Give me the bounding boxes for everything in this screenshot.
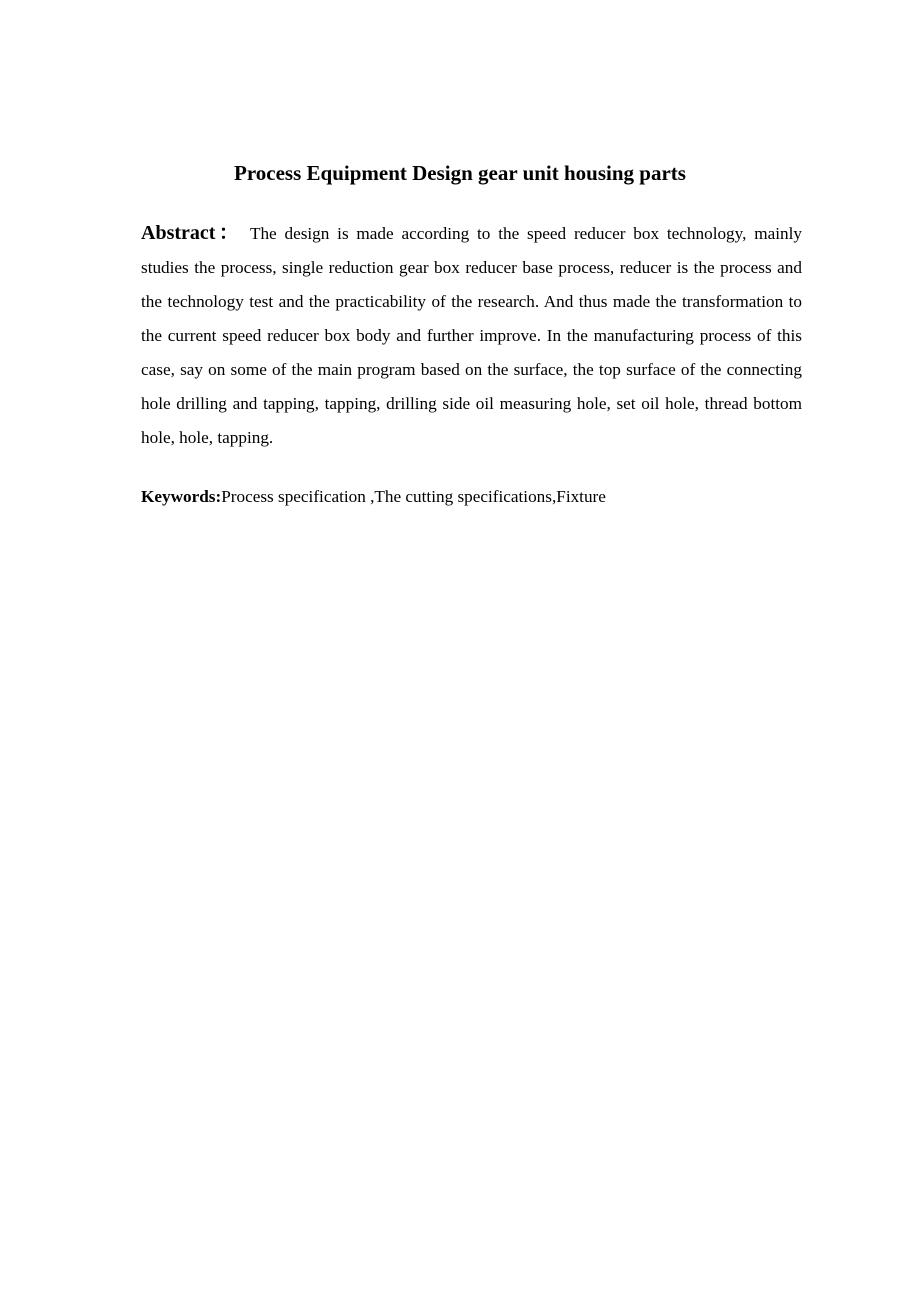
keywords-label: Keywords: xyxy=(141,487,222,506)
document-title: Process Equipment Design gear unit housing parts xyxy=(234,161,686,185)
abstract-paragraph xyxy=(141,216,802,455)
keywords-text: Process specification ,The cutting specifications,Fixture xyxy=(221,487,606,506)
abstract-label: Abstract： xyxy=(141,222,243,244)
abstract-text: The design is made according to the speed reducer box technology, mainly studies the process, single reduction gear box reducer base process, reducer is the process and the technology test and the practicability of the research. And thus made the transformation to the current speed reducer box body and further improve. In the manufacturing process of this case, say on some of the main program based on the surface, the top surface of the connecting hole drilling and tapping, tapping, drilling side oil measuring hole, set oil hole, thread bottom hole, hole, tapping. xyxy=(141,224,802,447)
keywords-paragraph xyxy=(141,483,802,511)
